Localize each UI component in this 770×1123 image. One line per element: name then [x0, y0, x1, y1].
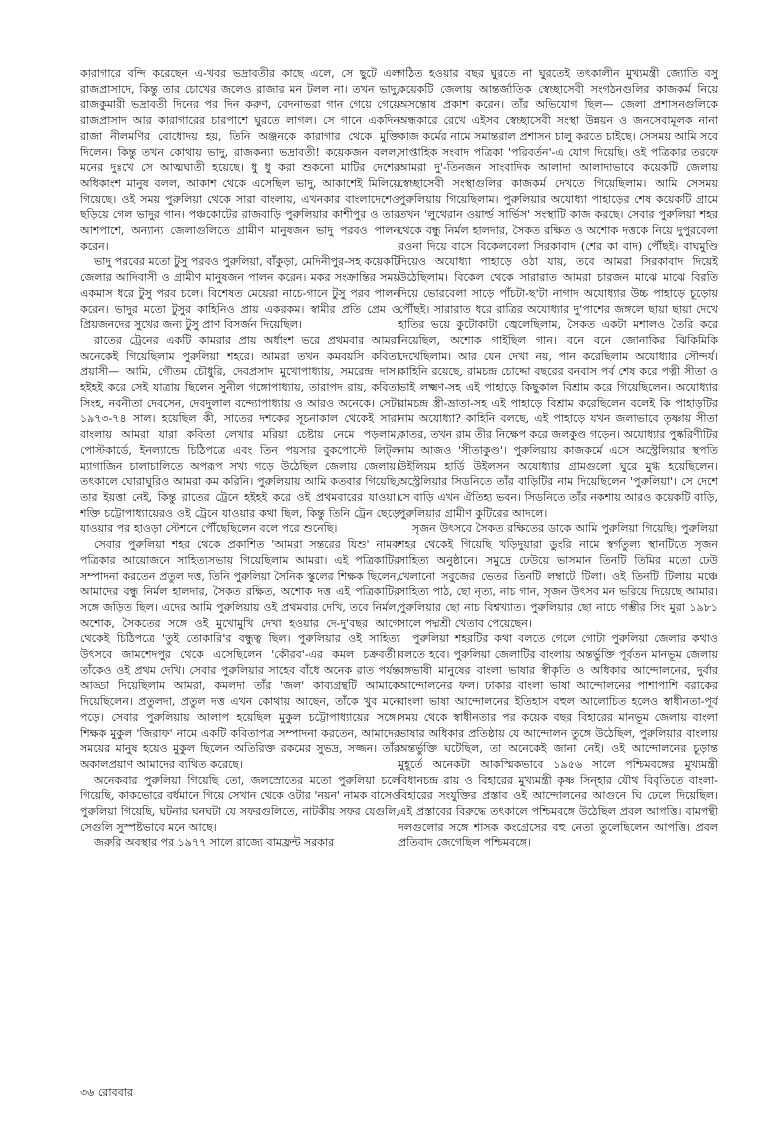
- page-number: ৩৬: [80, 1086, 95, 1099]
- article-column-right: [398, 66, 718, 1066]
- paragraph: সৃজন উৎসবে সৈকত রক্ষিতের ডাকে আমি পুরুলিয়া গিয়েছি। পুরুলিয়া শহর থেকেই গিয়েছি খড়িদুয়ারা ডুংরি নামে স্বর্গতুল্য স্থানটিতে সৃজন সাহিত্য অনুষ্ঠানে। সমুদ্রে ঢেউয়ে ভাসমান তিনটি তিমির মতো ঢেউ খেলানো সবুজের ভেতর তিনটি লম্বাটে টিলা। ওই তিনটি টিলায় মঞ্চে সাহিত্য পাঠ, ছো নৃত্য, নাচ গান, সৃজন উৎসব মন ভরিয়ে দিয়েছে আমার। পুরুলিয়ার ছো নাচ বিশ্বখ্যাত। পুরুলিয়ার ছো নাচে গম্ভীর সিং মুরা ১৯৮১ সালে পদ্মশ্রী খেতাব পেয়েছেন।: [398, 522, 718, 630]
- paragraph: ভাদু পরবের মতো টুসু পরবও পুরুলিয়া, বাঁকুড়া, মেদিনীপুর-সহ কয়েকটি জেলার আদিবাসী ও গ্রামীণ মানুষজন পালন করেন। মকর সংক্রান্তির সময় একমাস ধরে টুসু পরব চলে। বিশেষত মেয়েরা নাচে-গানে টুসু পরব পালন করেন। ভাদুর মতো টুসুর কাহিনিও প্রায় একরকম। স্বামীর প্রতি প্রেম ও প্রিয়জনদের সুখের জন্য টুসু প্রাণ বিসর্জন দিয়েছিল।: [80, 255, 400, 332]
- paragraph: রাতের ট্রেনের একটি কামরার প্রায় অর্ধাংশ ভরে প্রথমবার আমরা অনেকেই গিয়েছিলাম পুরুলিয়া শহরে। আমরা তখন কমবয়সি কবিতা প্রয়াসী— আমি, গৌতম চৌধুরি, দেবপ্রসাদ মুখোপাধ্যায়, সমরেন্দ্র দাস। হইহই করে সেই যাত্রায় ছিলেন সুনীল গঙ্গোপাধ্যায়, তারাপদ রায়, কবিতা সিংহ, নবনীতা দেবসেন, দেবদুলাল বন্দ্যোপাধ্যায় ও আরও অনেকে। সেটা ১৯৭৩-৭৪ সাল। হয়েছিল কী, সাতের দশকের সূচনাকাল থেকেই সারা বাংলায় আমরা যারা কবিতা লেখার মরিয়া চেষ্টায় নেমে পড়লাম, পোস্টকার্ডে, ইনল্যান্ডে চিঠিপত্রে এবং তিন পয়সার বুকপোস্টে লিট্‌ল ম্যাগাজিন চালাচালিতে অপরূপ সখ্য গড়ে উঠেছিল জেলায় জেলায়। তৎকালে ঘোরাঘুরিও আমরা কম করিনি। পুরুলিয়ায় আমি কতবার গিয়েছি, তার ইয়ত্তা নেই, কিন্তু রাতের ট্রেনে হইহই করে ওই প্রথমবারের যাওয়া। শক্তি চট্টোপাধ্যায়েরও ওই ট্রেনে যাওয়ার কথা ছিল, কিন্তু তিনি ট্রেন ছেড়ে যাওয়ার পর হাওড়া স্টেশনে পৌঁছেছিলেন বলে পরে শুনেছি।: [80, 333, 400, 536]
- paragraph: জরুরি অবস্থার পর ১৯৭৭ সালে রাজ্যে বামফ্রন্ট সরকার: [94, 836, 335, 850]
- magazine-name: রোববার: [97, 1086, 134, 1099]
- paragraph: পুরুলিয়া শহরটির কথা বলতে গেলে গোটা পুরুলিয়া জেলার কথাও বলতে হবে। পুরুলিয়া জেলাটির বাংলায় অন্তর্ভুক্তি পূর্বতন মানভূম জেলায় বঙ্গভাষী মানুষের বাংলা ভাষার স্বীকৃতি ও অধিকার আন্দোলনের, দুর্বার আন্দোলনের ফল। ঢাকার বাংলা ভাষা আন্দোলনের পাশাপাশি বরাকের বাংলা ভাষা আন্দোলনের ইতিহাস বহুল আলোচিত হলেও স্বাধীনতা-পূর্ব সময় থেকে স্বাধীনতার পর কয়েক বছর বিহারের মানভূম জেলায় বাংলা ভাষার অধিকার প্রতিষ্ঠায় যে আন্দোলন তুঙ্গে উঠেছিল, পুরুলিয়ার বাংলায় অন্তর্ভুক্তি ঘটেছিল, তা অনেকেই জানা নেই। ওই আন্দোলনের চূড়ান্ত মুহূর্তে অনেকটা আকস্মিকভাবে ১৯৫৬ সালে পশ্চিমবঙ্গের মুখ্যমন্ত্রী বিধানচন্দ্র রায় ও বিহারের মুখ্যমন্ত্রী কৃষ্ণ সিন্‌হার যৌথ বিবৃতিতে বাংলা-বিহারের সংযুক্তির প্রস্তাব ওই আন্দোলনের আগুনে ঘি ঢেলে দিয়েছিল। এই প্রস্তাবের বিরুদ্ধে তৎকালে পশ্চিমবঙ্গে উঠেছিল প্রবল আপত্তি। বামপন্থী দলগুলোর সঙ্গে শাসক কংগ্রেসের বহু নেতা তুলেছিলেন আপত্তি। প্রবল প্রতিবাদ জেগেছিল পশ্চিমবঙ্গে।: [398, 632, 718, 850]
- paragraph: অনেকবার পুরুলিয়া গিয়েছি তো, জলস্রোতের মতো পুরুলিয়া চলে গিয়েছি, কাকভোরে বর্ধমানে গিয়ে সেখান থেকে ওটার 'নয়ন' নামক বাসেও পুরুলিয়া গিয়েছি, ঘটনার ঘনঘটা যে সফরগুলিতে, নাটকীয় সফর যেগুলি, সেগুলি সুস্পষ্টভাবে মনে আছে।: [80, 773, 400, 834]
- paragraph: গঠিত হওয়ার বছর ঘুরতে না ঘুরতেই তৎকালীন মুখ্যমন্ত্রী জ্যোতি বসু কয়েকটি জেলায় আন্তর্জাতিক স্বেচ্ছাসেবী সংগঠনগুলির কাজকর্ম নিয়ে অসন্তোষ প্রকাশ করেন। তাঁর অভিযোগ ছিল— জেলা প্রশাসনগুলিকে অন্ধকারে রেখে এইসব স্বেচ্ছাসেবী সংস্থা উন্নয়ন ও জনসেবামূলক নানা কাজ কর্মের নামে সমান্তরাল প্রশাসন চালু করতে চাইছে। সেসময় আমি সবে সাপ্তাহিক সংবাদ পত্রিকা 'পরিবর্তন'-এ যোগ দিয়েছি। ওই পত্রিকার তরফে আমরা দু'-তিনজন সাংবাদিক আলাদা আলাদাভাবে কয়েকটি জেলায় স্বেচ্ছাসেবী সংস্থাগুলির কাজকর্ম দেখতে গিয়েছিলাম। আমি সেসময় পুরুলিয়ায় গিয়েছিলাম। পুরুলিয়ার অযোধ্যা পাহাড়ের শেষ কয়েকটি গ্রামে তখন 'লুথেরান ওয়ার্ল্ড সার্ভিস' সংস্থাটি কাজ করছে। সেবার পুরুলিয়া শহর থেকে বন্ধু নির্মল হালদার, সৈকত রক্ষিত ও অশোক দত্তকে নিয়ে দুপুরবেলা রওনা দিয়ে বাসে বিকেলবেলা সিরকাবাদ (শের কা বাদ) পৌঁছই। বাঘমুণ্ডি দিয়েও অযোধ্যা পাহাড়ে ওঠা যায়, তবে আমরা সিরকাবাদ দিয়েই উঠেছিলাম। বিকেল থেকে সারারাত আমরা চারজন মাঝে মাঝে বিরতি দিয়ে ভোরবেলা সাড়ে পাঁচটা-ছ'টা নাগাদ অযোধ্যার উচ্চ পাহাড়ে চূড়োয় পৌঁছই। সারারাত ধরে রাত্রির অযোধ্যার দু'পাশের জঙ্গলে ছায়া ছায়া দেখে হাতির ভয়ে কুটোকাটা জ্বেলেছিলাম, সৈকত একটা মশালও তৈরি করে নিয়েছিল, অশোক গাইছিল গান। বনে বনে জোনাকির ঝিকিমিকি দেখেছিলাম। আর যেন দেখা নয়, পান করেছিলাম অযোধ্যার সৌন্দর্য। কাহিনি রয়েছে, রামচন্দ্র চোদ্দো বছরের বনবাস পর্ব শেষ করে পত্নী সীতা ও ভাই লক্ষ্মণ-সহ এই পাহাড়ে কিছুকাল বিশ্রাম করে গিয়েছিলেন। অযোধ্যার রামচন্দ্র স্ত্রী-ভ্রাতা-সহ এই পাহাড়ে বিশ্রাম করেছিলেন বলেই কি পাহাড়টির নাম অযোধ্যা? কাহিনি বলছে, এই পাহাড়ে যখন জলাভাবে তৃষ্ণায় সীতা কাতর, তখন রাম তীর নিক্ষেপ করে জলকুণ্ড গড়েন। অযোধ্যার পুষ্করিণীটির নাম আজও 'সীতাকুণ্ড'। পুরুলিয়ায় কাজকর্মে এসে অস্ট্রেলিয়ার স্থপতি উইলিয়ম হার্ডি উইলসন অযোধ্যার গ্রামগুলো ঘুরে মুগ্ধ হয়েছিলেন। অস্ট্রেলিয়ার সিডনিতে তাঁর বাড়িটির নাম দিয়েছিলেন 'পুরুলিয়া'। সে দেশে সে বাড়ি এখন ঐতিহ্য ভবন। সিডনিতে তাঁর নকশায় আরও কয়েকটি বাড়ি, পুরুলিয়ার গ্রামীণ কুটিরের আদলে।: [398, 67, 718, 520]
- paragraph: কারাগারে বন্দি করেছেন এ-খবর ভদ্রাবতীর কাছে এলে, সে ছুটে এল রাজপ্রাসাদে, কিন্তু তার চোখের জলেও রাজার মন টলল না। তখন ভাদু, রাজকুমারী ভদ্রাবতী দিনের পর দিন করুণ, বেদনাভরা গান গেয়ে গেয়ে রাজপ্রাসাদ আর কারাগারের চারপাশে ঘুরতে লাগল। সে গানে একদিন রাজা নীলমণির বোধোদয় হয়, তিনি অঞ্জনকে কারাগার থেকে মুক্তি দিলেন। কিন্তু তখন কোথায় ভাদু, রাজকন্যা ভদ্রাবতী! কয়েকজন বলল, মনের দুঃখে সে আত্মঘাতী হয়েছে। ধু ধু করা শুকনো মাটির দেশের অধিকাংশ মানুষ বলল, আকাশ থেকে এসেছিল ভাদু, আকাশেই মিলিয়ে গিয়েছে। ওই সময় পুরুলিয়া থেকে সারা বাংলায়, এখনকার বাংলাদেশেও ছড়িয়ে গেল ভাদুর গান। পঞ্চকোটের রাজবাড়ি পুরুলিয়ার কাশীপুর ও তার আশপাশে, অন্যান্য জেলাগুলিতে গ্রামীণ মানুষজন ভাদু পরবও পালন করেন।: [80, 67, 400, 253]
- article-column-left: [80, 66, 400, 1066]
- paragraph: সেবার পুরুলিয়া শহর থেকে প্রকাশিত 'আমরা সন্তরের যিশু' নামক পত্রিকার আয়োজনে সাহিত্যসভায় গিয়েছিলাম আমরা। এই পত্রিকাটির সম্পাদনা করতেন প্রতুল দত্ত, তিনি পুরুলিয়া সৈনিক স্কুলের শিক্ষক ছিলেন, আমাদের বন্ধু নির্মল হালদার, সৈকত রক্ষিত, অশোক দত্ত এই পত্রিকাটির সঙ্গে জড়িত ছিল। এদের আমি পুরুলিয়ায় ওই প্রথমবার দেখি, তবে নির্মল, অশোক, সৈকতের সঙ্গে ওই মুখোমুখি দেখা হওয়ার দে-দু'বছর আগে থেকেই চিঠিপত্রে 'তুই তোকারি'র বন্ধুত্ব ছিল। পুরুলিয়ার ওই সাহিত্য উৎসবে জামশেদপুর থেকে এসেছিলেন 'কৌরব'-এর কমল চক্রবর্তী। তাঁকেও ওই প্রথম দেখি। সেবার পুরুলিয়ার সাহেব বাঁধে অনেক রাত পর্যন্ত আড্ডা দিয়েছিলাম আমরা, কমলদা তাঁর 'জল' কাব্যগ্রন্থটি আমাকে দিয়েছিলেন। প্রতুলদা, প্রতুল দত্ত এখন কোথায় আছেন, তাঁকে খুব মনে পড়ে। সেবার পুরুলিয়ায় আলাপ হয়েছিল মুকুল চট্টোপাধ্যায়ের সঙ্গে। শিক্ষক মুকুল 'জিরাফ' নামে একটি কবিতাপত্র সম্পাদনা করতেন, আমাদের সময়ের মানুষ হয়েও মুকুল ছিলেন অতিরিক্ত রকমের সুভদ্র, সজ্জন। তাঁর অকালপ্রয়াণ আমাদের ব্যথিত করেছে।: [80, 538, 400, 771]
- page-footer: [80, 1084, 133, 1103]
